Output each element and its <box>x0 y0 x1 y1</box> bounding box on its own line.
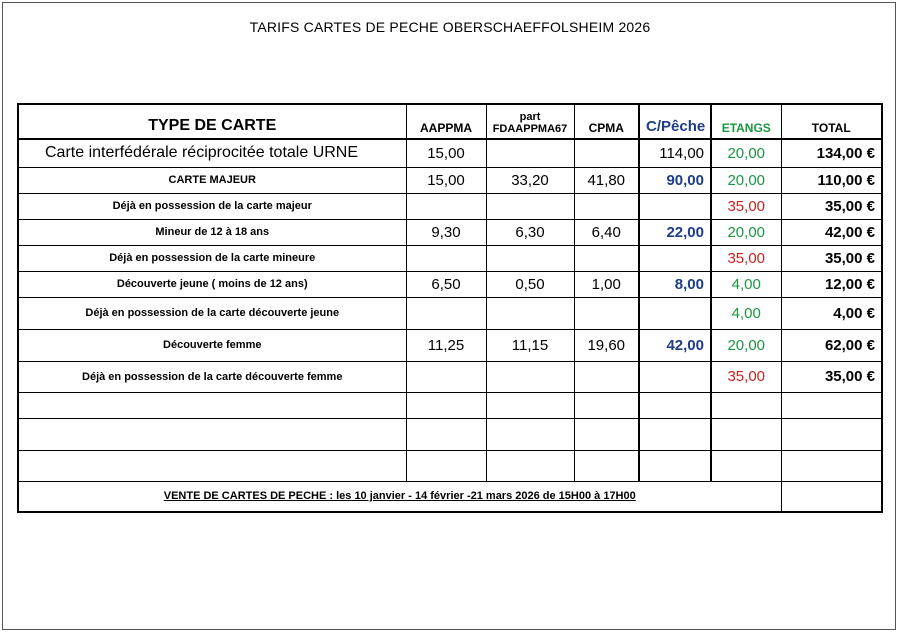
cell-cpeche <box>639 193 711 219</box>
cell-etangs: 20,00 <box>711 329 781 361</box>
footer-cell <box>18 481 781 512</box>
row-label: Déjà en possession de la carte découverte jeune <box>18 297 406 329</box>
cell-aappma <box>406 193 486 219</box>
cell-total: 110,00 € <box>781 167 882 193</box>
table-row <box>18 139 882 167</box>
cell-total: 35,00 € <box>781 361 882 392</box>
cell-cpma: 41,80 <box>574 167 639 193</box>
header-part-bottom: FDAAPPMA67 <box>492 123 568 135</box>
header-etangs: ETANGS <box>711 104 781 139</box>
cell-etangs: 4,00 <box>711 271 781 297</box>
cell-cpeche: 42,00 <box>639 329 711 361</box>
row-label: Carte interfédérale réciprocitée totale URNE <box>18 139 406 167</box>
table-row <box>18 193 882 219</box>
cell-cpeche: 114,00 <box>639 139 711 167</box>
cell-aappma: 9,30 <box>406 219 486 245</box>
sale-dates-text: VENTE DE CARTES DE PECHE : les 10 janvier - 14 février -21 mars 2026 de 15H00 à 17H00 <box>163 490 636 503</box>
cell-cpma <box>574 193 639 219</box>
cell-total: 35,00 € <box>781 193 882 219</box>
header-part <box>486 104 574 139</box>
cell-etangs: 20,00 <box>711 219 781 245</box>
cell-part <box>486 193 574 219</box>
cell-total: 134,00 € <box>781 139 882 167</box>
empty-row <box>18 418 882 450</box>
cell-aappma: 15,00 <box>406 167 486 193</box>
footer-row <box>18 481 882 512</box>
cell-total: 4,00 € <box>781 297 882 329</box>
empty-row <box>18 392 882 418</box>
table-row <box>18 297 882 329</box>
cell-etangs: 20,00 <box>711 139 781 167</box>
header-cpeche: C/Pêche <box>639 104 711 139</box>
cell-cpeche <box>639 297 711 329</box>
row-label: CARTE MAJEUR <box>18 167 406 193</box>
table-row <box>18 167 882 193</box>
cell-cpma: 19,60 <box>574 329 639 361</box>
cell-cpeche <box>639 245 711 271</box>
table-row <box>18 329 882 361</box>
cell-part: 6,30 <box>486 219 574 245</box>
cell-cpma: 6,40 <box>574 219 639 245</box>
header-aappma: AAPPMA <box>406 104 486 139</box>
cell-cpeche: 90,00 <box>639 167 711 193</box>
header-total: TOTAL <box>781 104 882 139</box>
cell-part <box>486 139 574 167</box>
cell-total: 62,00 € <box>781 329 882 361</box>
cell-cpeche <box>639 361 711 392</box>
row-label: Découverte jeune ( moins de 12 ans) <box>18 271 406 297</box>
cell-total: 12,00 € <box>781 271 882 297</box>
cell-etangs: 35,00 <box>711 245 781 271</box>
cell-cpma <box>574 139 639 167</box>
row-label: Mineur de 12 à 18 ans <box>18 219 406 245</box>
cell-cpma <box>574 297 639 329</box>
row-label: Découverte femme <box>18 329 406 361</box>
cell-part: 0,50 <box>486 271 574 297</box>
document-title: TARIFS CARTES DE PECHE OBERSCHAEFFOLSHEIM 2026 <box>249 19 651 35</box>
cell-etangs: 35,00 <box>711 193 781 219</box>
header-type: TYPE DE CARTE <box>18 104 406 139</box>
table-row <box>18 271 882 297</box>
empty-row <box>18 450 882 481</box>
cell-aappma <box>406 245 486 271</box>
cell-etangs: 35,00 <box>711 361 781 392</box>
cell-total: 42,00 € <box>781 219 882 245</box>
cell-part: 11,15 <box>486 329 574 361</box>
cell-aappma <box>406 297 486 329</box>
cell-cpeche: 22,00 <box>639 219 711 245</box>
row-label: Déjà en possession de la carte majeur <box>18 193 406 219</box>
header-part-top: part <box>519 111 541 123</box>
header-cpma: CPMA <box>574 104 639 139</box>
table-row <box>18 361 882 392</box>
cell-total: 35,00 € <box>781 245 882 271</box>
cell-etangs: 4,00 <box>711 297 781 329</box>
tariff-table <box>17 103 883 513</box>
cell-part: 33,20 <box>486 167 574 193</box>
cell-part <box>486 245 574 271</box>
cell-aappma <box>406 361 486 392</box>
cell-aappma: 15,00 <box>406 139 486 167</box>
table-row <box>18 245 882 271</box>
cell-cpma: 1,00 <box>574 271 639 297</box>
table-row <box>18 219 882 245</box>
header-row <box>18 104 882 139</box>
cell-aappma: 6,50 <box>406 271 486 297</box>
row-label: Déjà en possession de la carte mineure <box>18 245 406 271</box>
cell-etangs: 20,00 <box>711 167 781 193</box>
cell-cpma <box>574 361 639 392</box>
cell-cpeche: 8,00 <box>639 271 711 297</box>
cell-cpma <box>574 245 639 271</box>
cell-aappma: 11,25 <box>406 329 486 361</box>
cell-part <box>486 361 574 392</box>
row-label: Déjà en possession de la carte découverte femme <box>18 361 406 392</box>
tariff-table-wrapper <box>17 103 883 513</box>
footer-empty-cell <box>781 481 882 512</box>
cell-part <box>486 297 574 329</box>
table-body <box>18 139 882 392</box>
